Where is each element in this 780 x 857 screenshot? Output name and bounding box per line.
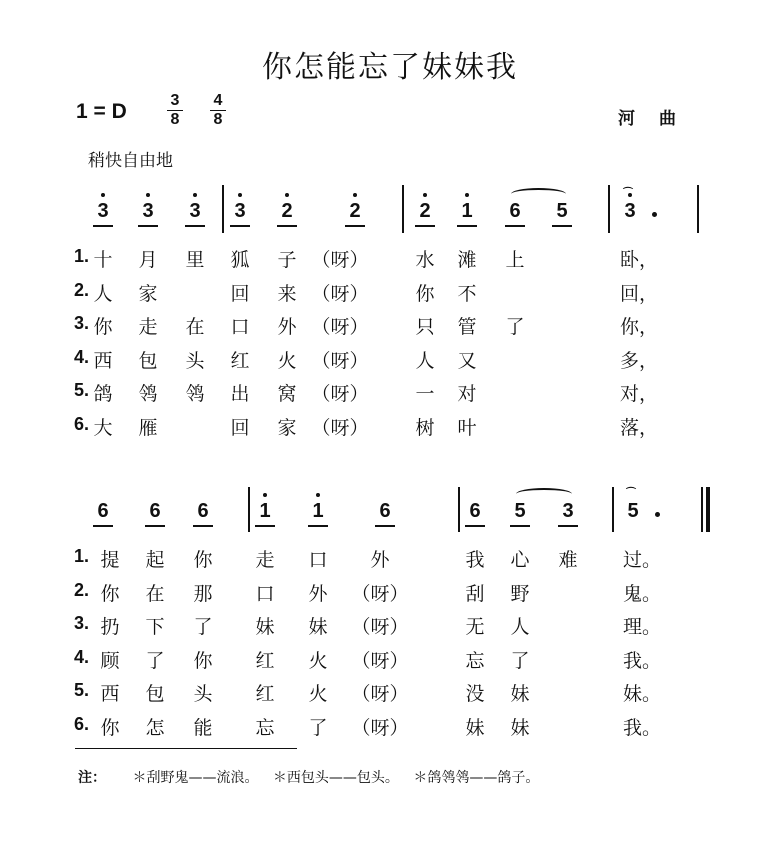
barline	[608, 185, 610, 233]
lyric-syllable: 外	[308, 582, 328, 605]
lyric-syllable: 外	[370, 549, 390, 571]
note-digit: 6	[97, 500, 109, 522]
lyric-syllable: 你	[415, 282, 435, 305]
note	[183, 200, 207, 223]
octave-dot	[423, 193, 427, 197]
eighth-underline	[93, 525, 113, 527]
eighth-underline	[457, 225, 477, 227]
lyric-syllable: 口	[255, 582, 275, 605]
lyric-syllable: 对	[457, 383, 477, 406]
lyric-syllable: 红	[255, 649, 275, 672]
lyric-syllable: 滩	[457, 249, 477, 271]
note	[508, 500, 532, 523]
eighth-underline	[185, 225, 205, 227]
lyric-syllable: 不	[457, 282, 477, 305]
eighth-underline	[138, 225, 158, 227]
octave-dot	[285, 193, 289, 197]
lyric-syllable: 野	[510, 582, 530, 605]
lyric-syllable: 了	[510, 649, 530, 672]
lyric-syllable: （呀）	[351, 582, 409, 605]
lyric-syllable: 西	[100, 683, 120, 706]
note-digit: 3	[97, 200, 109, 222]
note-digit: 2	[281, 200, 293, 222]
lyric-syllable: 你	[193, 649, 213, 672]
lyric-syllable: 家	[277, 417, 297, 439]
augmentation-dot	[655, 512, 660, 517]
lyric-syllable: 多，	[620, 349, 659, 372]
note-digit: 6	[509, 200, 521, 222]
note	[91, 500, 115, 523]
lyric-syllable: 头	[185, 349, 205, 372]
note-digit: 6	[469, 500, 481, 522]
lyric-syllable: 妹	[510, 717, 530, 739]
lyric-syllable: 大	[93, 417, 113, 439]
footnote-item: ＊西包头——包头。	[272, 770, 399, 786]
lyric-syllable: 了	[145, 649, 165, 672]
eighth-underline	[193, 525, 213, 527]
lyric-syllable: 落，	[620, 417, 659, 439]
lyric-syllable: 回，	[620, 282, 659, 305]
note	[373, 500, 397, 523]
lyric-syllable: 火	[308, 683, 328, 706]
time-signature-1: 3 8	[167, 93, 183, 128]
lyric-syllable: 起	[145, 549, 165, 571]
note	[621, 488, 645, 523]
eighth-underline	[345, 225, 365, 227]
note	[191, 500, 215, 523]
verse-number: 2.	[74, 279, 90, 300]
lyric-syllable: 你	[100, 582, 120, 605]
lyric-syllable: 树	[415, 417, 435, 439]
lyric-syllable: 人	[510, 616, 530, 639]
barline	[697, 185, 699, 233]
lyric-syllable: 我	[465, 549, 485, 571]
barline	[458, 487, 460, 532]
lyric-syllable: 管	[457, 316, 477, 339]
eighth-underline	[277, 225, 297, 227]
note-digit: 5	[556, 200, 568, 222]
lyric-syllable: 西	[93, 349, 113, 372]
lyric-syllable: 你，	[620, 316, 659, 339]
lyric-syllable: 妹	[465, 717, 485, 739]
note	[228, 200, 252, 223]
lyric-syllable: 火	[277, 349, 297, 372]
lyric-syllable: 无	[465, 616, 485, 639]
lyric-syllable: 红	[230, 349, 250, 372]
lyric-syllable: 一	[415, 383, 435, 406]
lyric-syllable: 难	[558, 549, 578, 571]
eighth-underline	[505, 225, 525, 227]
verse-number: 2.	[74, 579, 90, 600]
octave-dot	[146, 193, 150, 197]
note-digit: 1	[461, 200, 473, 222]
lyric-syllable: 红	[255, 683, 275, 706]
note	[455, 200, 479, 223]
lyric-syllable: 叶	[457, 417, 477, 439]
verse-number: 6.	[74, 414, 90, 434]
footnotes	[78, 767, 549, 787]
lyric-syllable: 心	[510, 549, 530, 571]
lyric-syllable: 人	[415, 349, 435, 372]
eighth-underline	[93, 225, 113, 227]
lyric-syllable: （呀）	[351, 683, 409, 706]
lyric-syllable: 刮	[465, 582, 485, 605]
lyric-syllable: 头	[193, 683, 213, 706]
lyric-syllable: 来	[277, 282, 297, 305]
octave-dot	[316, 493, 320, 497]
note-digit: 1	[312, 500, 324, 522]
lyric-syllable: 妹。	[623, 683, 662, 706]
composer-credit: 河曲	[618, 109, 700, 129]
note-digit: 2	[419, 200, 431, 222]
lyric-syllable: 了	[308, 717, 328, 739]
eighth-underline	[552, 225, 572, 227]
note	[550, 200, 574, 223]
verse-number: 3.	[74, 613, 90, 634]
lyric-syllable: （呀）	[311, 383, 369, 406]
lyric-syllable: 对，	[620, 383, 659, 406]
lyric-syllable: 雁	[138, 417, 158, 439]
lyric-syllable: 窝	[277, 383, 297, 406]
tempo-marking: 稍快自由地	[88, 151, 173, 171]
lyric-syllable: （呀）	[351, 717, 409, 739]
eighth-underline	[415, 225, 435, 227]
note-digit: 6	[197, 500, 209, 522]
note-digit: 1	[259, 500, 271, 522]
barline	[612, 487, 614, 532]
barline	[248, 487, 250, 532]
lyric-syllable: 鸰	[138, 383, 158, 406]
verse-number: 3.	[74, 313, 90, 334]
lyric-syllable: 包	[138, 349, 158, 372]
lyric-syllable: 了	[193, 616, 213, 639]
eighth-underline	[510, 525, 530, 527]
note	[556, 500, 580, 523]
lyric-syllable: 忘	[465, 649, 485, 672]
lyric-syllable: 走	[138, 316, 158, 339]
lyric-syllable: （呀）	[351, 649, 409, 672]
lyric-syllable: 回	[230, 417, 250, 439]
lyric-syllable: 火	[308, 649, 328, 672]
final-barline	[701, 487, 703, 532]
slur	[511, 188, 566, 200]
eighth-underline	[465, 525, 485, 527]
lyric-syllable: 卧，	[620, 249, 659, 271]
lyric-syllable: 你	[93, 316, 113, 339]
lyric-syllable: 你	[193, 549, 213, 571]
lyric-syllable: 出	[230, 383, 250, 406]
eighth-underline	[375, 525, 395, 527]
note-digit: 3	[189, 200, 201, 222]
octave-dot	[465, 193, 469, 197]
fermata-icon: ⌒	[626, 488, 636, 499]
lyric-syllable: 在	[185, 316, 205, 339]
lyric-syllable: 扔	[100, 616, 120, 639]
lyric-syllable: 我。	[623, 717, 662, 739]
footnote-item: ＊鸽鸰鸰——鸽子。	[413, 770, 540, 786]
lyric-syllable: 妹	[308, 616, 328, 639]
octave-dot	[238, 193, 242, 197]
lyric-syllable: 那	[193, 582, 213, 605]
note-digit: 6	[379, 500, 391, 522]
footnote-item: ＊刮野鬼——流浪。	[132, 770, 259, 786]
lyric-syllable: 没	[465, 683, 485, 706]
note-digit: 5	[514, 500, 526, 522]
note	[413, 200, 437, 223]
lyric-syllable: 忘	[255, 717, 275, 739]
lyric-syllable: 只	[415, 316, 435, 339]
lyric-syllable: （呀）	[311, 282, 369, 305]
lyric-syllable: 理。	[623, 616, 662, 639]
lyric-syllable: 妹	[510, 683, 530, 706]
lyric-syllable: 过。	[623, 549, 662, 571]
song-title: 你怎能忘了妹妹我	[262, 50, 518, 85]
octave-dot	[101, 193, 105, 197]
lyric-syllable: 里	[185, 249, 205, 271]
barline	[402, 185, 404, 233]
octave-dot	[193, 193, 197, 197]
lyric-syllable: 下	[145, 616, 165, 639]
lyric-syllable: 又	[457, 349, 477, 372]
barline	[222, 185, 224, 233]
eighth-underline	[145, 525, 165, 527]
lyric-syllable: 走	[255, 549, 275, 571]
lyric-syllable: 鬼。	[623, 582, 662, 605]
lyric-syllable: 妹	[255, 616, 275, 639]
lyric-syllable: 你	[100, 717, 120, 739]
lyric-syllable: （呀）	[311, 316, 369, 339]
fermata-icon: ⌒	[623, 188, 633, 199]
footnote-divider	[75, 748, 297, 749]
note	[503, 200, 527, 223]
lyric-syllable: 十	[93, 249, 113, 271]
verse-number: 1.	[74, 246, 90, 266]
lyric-syllable: 人	[93, 282, 113, 305]
key-signature: 1 = D	[76, 100, 127, 123]
lyric-syllable: 狐	[230, 249, 250, 271]
time-signature-2: 4 8	[210, 93, 226, 128]
augmentation-dot	[652, 212, 657, 217]
note-digit: 2	[349, 200, 361, 222]
verse-number: 4.	[74, 646, 90, 667]
lyric-syllable: （呀）	[311, 349, 369, 372]
lyric-syllable: 在	[145, 582, 165, 605]
note	[253, 500, 277, 523]
eighth-underline	[255, 525, 275, 527]
verse-number: 4.	[74, 346, 90, 367]
lyric-syllable: 我。	[623, 649, 662, 672]
lyric-syllable: 了	[505, 316, 525, 339]
lyric-syllable: 口	[230, 316, 250, 339]
note-digit: 3	[234, 200, 246, 222]
lyric-syllable: 家	[138, 282, 158, 305]
lyric-syllable: （呀）	[311, 249, 369, 271]
lyric-syllable: （呀）	[351, 616, 409, 639]
note	[463, 500, 487, 523]
lyric-syllable: 外	[277, 316, 297, 339]
lyric-syllable: 鸽	[93, 383, 113, 406]
lyric-syllable: 口	[308, 549, 328, 571]
eighth-underline	[308, 525, 328, 527]
note	[306, 500, 330, 523]
lyric-syllable: 回	[230, 282, 250, 305]
lyric-syllable: 上	[505, 249, 525, 271]
verse-number: 5.	[74, 680, 90, 701]
note-digit: 3	[562, 500, 574, 522]
note	[91, 200, 115, 223]
footnote-label: 注：	[78, 770, 106, 786]
note-digit: 3	[142, 200, 154, 222]
verse-number: 6.	[74, 714, 90, 734]
lyric-syllable: 顾	[100, 649, 120, 672]
verse-number: 1.	[74, 546, 90, 566]
slur	[516, 488, 572, 500]
octave-dot	[263, 493, 267, 497]
note-digit: 6	[149, 500, 161, 522]
eighth-underline	[230, 225, 250, 227]
lyric-syllable: 怎	[145, 717, 165, 739]
note	[343, 200, 367, 223]
octave-dot	[353, 193, 357, 197]
final-barline	[706, 487, 710, 532]
lyric-syllable: 鸰	[185, 383, 205, 406]
note	[618, 188, 642, 223]
note	[136, 200, 160, 223]
lyric-syllable: 提	[100, 549, 120, 571]
lyric-syllable: 能	[193, 717, 213, 739]
note	[143, 500, 167, 523]
lyric-syllable: （呀）	[311, 417, 369, 439]
note-digit: 5	[627, 500, 639, 522]
eighth-underline	[558, 525, 578, 527]
note-digit: 3	[624, 200, 636, 222]
lyric-syllable: 月	[138, 249, 158, 271]
verse-number: 5.	[74, 380, 90, 401]
lyric-syllable: 包	[145, 683, 165, 706]
lyric-syllable: 水	[415, 249, 435, 271]
lyric-syllable: 子	[277, 249, 297, 271]
note	[275, 200, 299, 223]
